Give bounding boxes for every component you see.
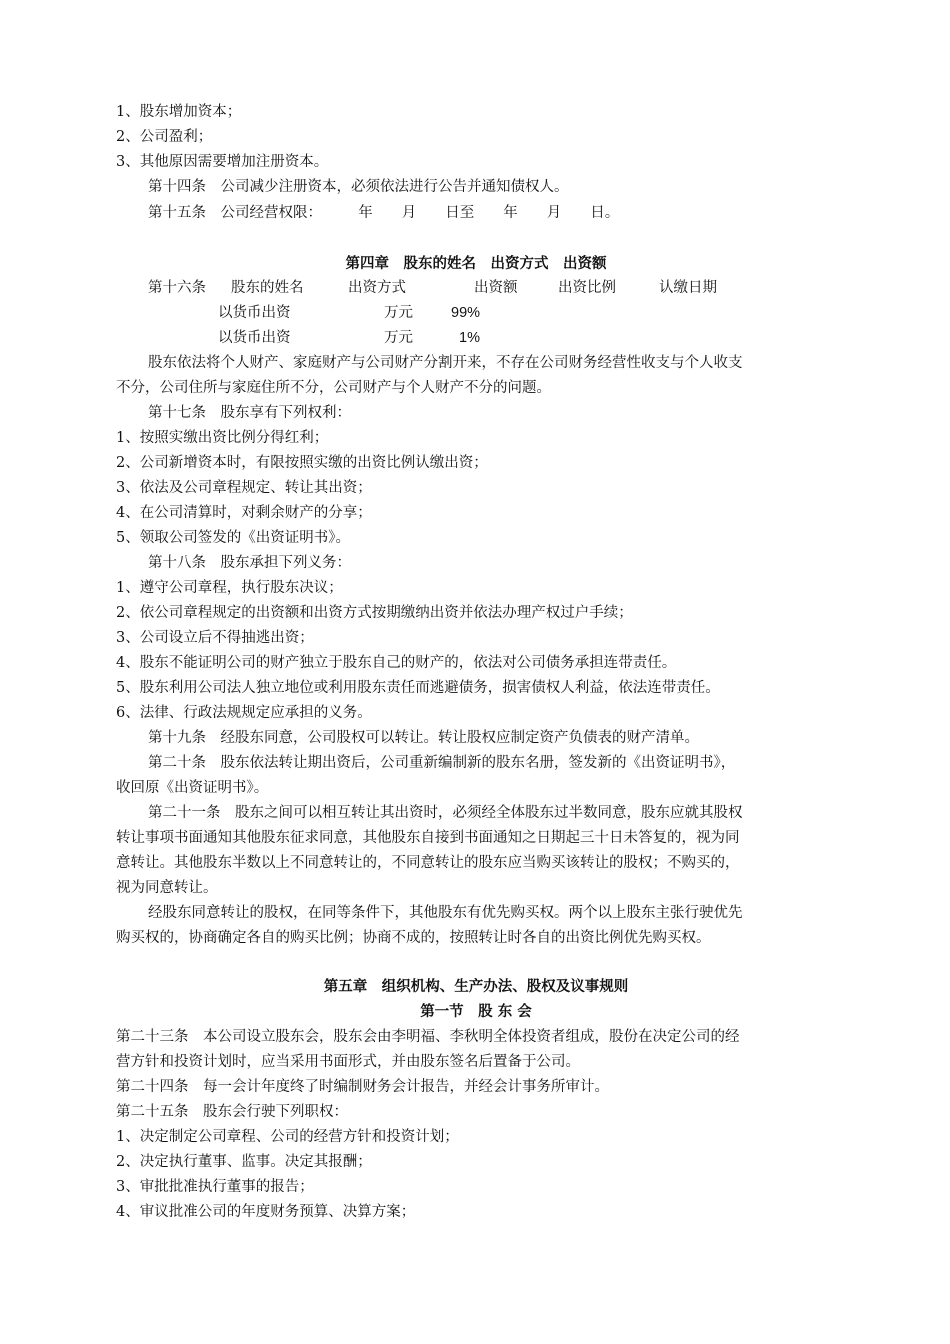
clause-line: 2、公司盈利； bbox=[116, 129, 213, 145]
article-16-label: 第十六条 bbox=[148, 280, 206, 296]
column-header-date: 认缴日期 bbox=[659, 280, 717, 296]
duty-item: 5、股东利用公司法人独立地位或利用股东责任而逃避债务，损害债权人利益，依法连带责任。 bbox=[116, 680, 720, 696]
share-row-ratio: 99% bbox=[451, 305, 481, 321]
duty-item: 6、法律、行政法规规定应承担的义务。 bbox=[116, 705, 372, 721]
power-item: 4、审议批准公司的年度财务预算、决算方案； bbox=[116, 1204, 416, 1220]
paragraph-line: 购买权的，协商确定各自的购买比例；协商不成的，按照转让时各自的出资比例优先购买权。 bbox=[116, 930, 711, 946]
share-row-unit: 万元 bbox=[384, 305, 413, 321]
section-1-title: 第一节 股 东 会 bbox=[420, 1004, 532, 1020]
paragraph-line: 经股东同意转让的股权，在同等条件下，其他股东有优先购买权。两个以上股东主张行驶优先 bbox=[148, 905, 743, 921]
article-23: 第二十三条 本公司设立股东会，股东会由李明福、李秋明全体投资者组成，股份在决定公司的经 bbox=[116, 1029, 740, 1045]
clause-line: 1、股东增加资本； bbox=[116, 104, 242, 120]
article-18: 第十八条 股东承担下列义务： bbox=[148, 555, 351, 571]
column-header-amount: 出资额 bbox=[474, 280, 518, 296]
article-23-continued: 营方针和投资计划时，应当采用书面形式，并由股东签名后置备于公司。 bbox=[116, 1054, 580, 1070]
paragraph-line: 不分，公司住所与家庭住所不分，公司财产与个人财产不分的问题。 bbox=[116, 380, 551, 396]
article-19: 第十九条 经股东同意，公司股权可以转让。转让股权应制定资产负债表的财产清单。 bbox=[148, 730, 699, 746]
chapter-5-title: 第五章 组织机构、生产办法、股权及议事规则 bbox=[323, 979, 629, 995]
duty-item: 3、公司设立后不得抽逃出资； bbox=[116, 630, 314, 646]
article-14: 第十四条 公司减少注册资本，必须依法进行公告并通知债权人。 bbox=[148, 179, 569, 195]
right-item: 2、公司新增资本时，有限按照实缴的出资比例认缴出资； bbox=[116, 455, 488, 471]
article-21-continued: 意转让。其他股东半数以上不同意转让的，不同意转让的股东应当购买该转让的股权；不购买的， bbox=[116, 855, 740, 871]
article-25: 第二十五条 股东会行驶下列职权： bbox=[116, 1104, 348, 1120]
paragraph-line: 股东依法将个人财产、家庭财产与公司财产分割开来，不存在公司财务经营性收支与个人收支 bbox=[148, 355, 743, 371]
article-15: 第十五条 公司经营权限： 年 月 日至 年 月 日。 bbox=[148, 205, 620, 221]
share-row-unit: 万元 bbox=[384, 330, 413, 346]
power-item: 2、决定执行董事、监事。决定其报酬； bbox=[116, 1154, 372, 1170]
chapter-4-title: 第四章 股东的姓名 出资方式 出资额 bbox=[345, 256, 607, 272]
power-item: 1、决定制定公司章程、公司的经营方针和投资计划； bbox=[116, 1129, 459, 1145]
article-21: 第二十一条 股东之间可以相互转让其出资时，必须经全体股东过半数同意，股东应就其股权 bbox=[148, 805, 743, 821]
article-20: 第二十条 股东依法转让期出资后，公司重新编制新的股东名册，签发新的《出资证明书》， bbox=[148, 755, 736, 771]
column-header-method: 出资方式 bbox=[348, 280, 406, 296]
power-item: 3、审批批准执行董事的报告； bbox=[116, 1179, 314, 1195]
article-24: 第二十四条 每一会计年度终了时编制财务会计报告，并经会计事务所审计。 bbox=[116, 1079, 609, 1095]
duty-item: 1、遵守公司章程，执行股东决议； bbox=[116, 580, 343, 596]
right-item: 3、依法及公司章程规定、转让其出资； bbox=[116, 480, 372, 496]
column-header-ratio: 出资比例 bbox=[558, 280, 616, 296]
article-21-continued: 转让事项书面通知其他股东征求同意，其他股东自接到书面通知之日期起三十日未答复的，视为同 bbox=[116, 830, 740, 846]
right-item: 1、按照实缴出资比例分得红利； bbox=[116, 430, 329, 446]
right-item: 4、在公司清算时，对剩余财产的分享； bbox=[116, 505, 372, 521]
column-header-name: 股东的姓名 bbox=[231, 280, 304, 296]
clause-line: 3、其他原因需要增加注册资本。 bbox=[116, 154, 329, 170]
duty-item: 4、股东不能证明公司的财产独立于股东自己的财产的，依法对公司债务承担连带责任。 bbox=[116, 655, 677, 671]
article-17: 第十七条 股东享有下列权利： bbox=[148, 405, 351, 421]
right-item: 5、领取公司签发的《出资证明书》。 bbox=[116, 530, 350, 546]
share-row-method: 以货币出资 bbox=[218, 330, 291, 346]
share-row-method: 以货币出资 bbox=[218, 305, 291, 321]
article-21-continued: 视为同意转让。 bbox=[116, 880, 218, 896]
share-row-ratio: 1% bbox=[459, 330, 480, 346]
duty-item: 2、依公司章程规定的出资额和出资方式按期缴纳出资并依法办理产权过户手续； bbox=[116, 605, 633, 621]
article-20-continued: 收回原《出资证明书》。 bbox=[116, 780, 269, 796]
